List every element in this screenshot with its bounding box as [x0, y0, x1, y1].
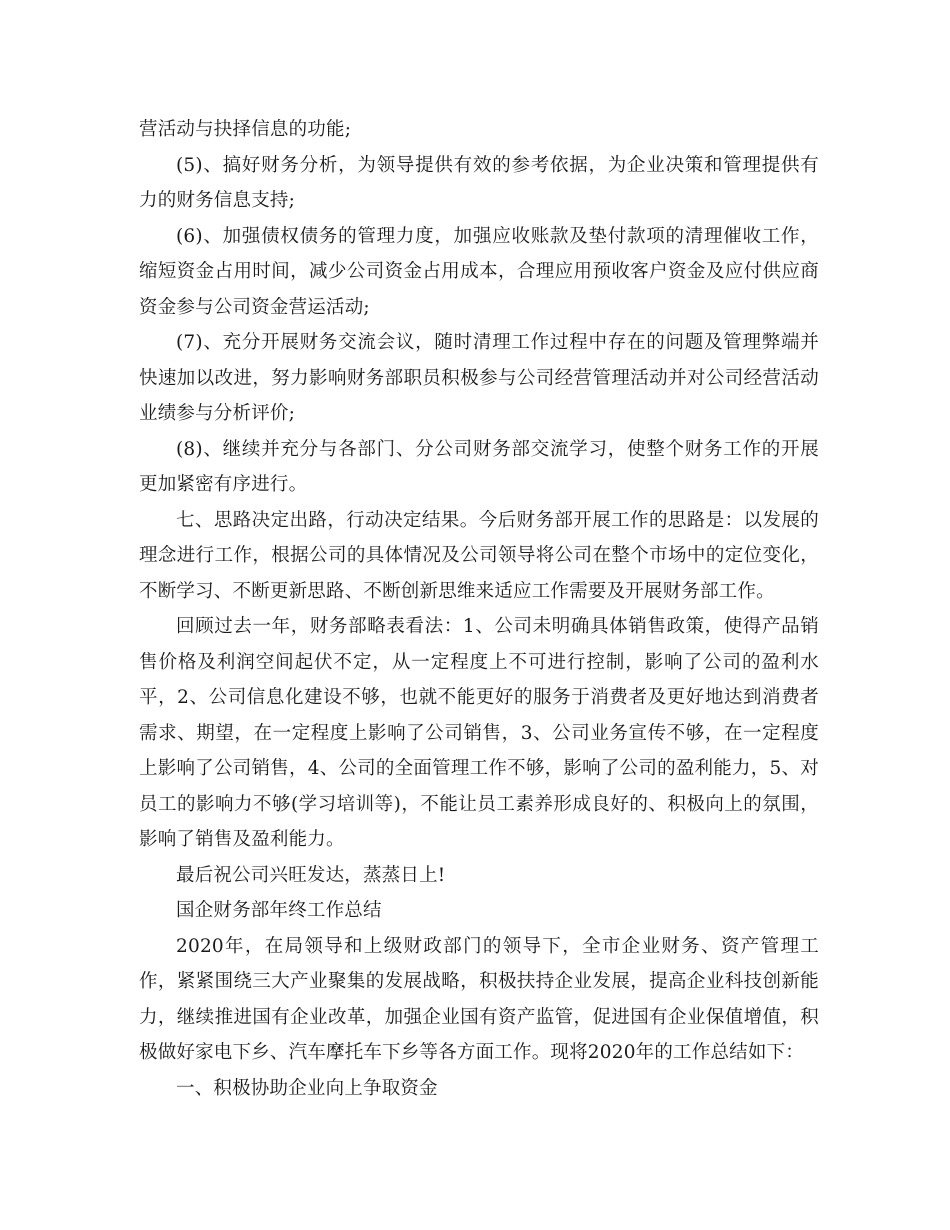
- paragraph-item-8: (8)、继续并充分与各部门、分公司财务部交流学习，使整个财务工作的开展更加紧密有序进行。: [139, 438, 819, 495]
- section-title: 国企财务部年终工作总结: [176, 900, 382, 921]
- paragraph-2020-summary: 2020年，在局领导和上级财政部门的领导下，全市企业财务、资产管理工作，紧紧围绕三大产业聚集的发展战略，积极扶持企业发展，提高企业科技创新能力，继续推进国有企业改革，加强企业国有资产监管，促进国有企业保值增值，积极做好家电下乡、汽车摩托车下乡等各方面工作。现将2020年的工作总结如下：: [139, 935, 819, 1063]
- paragraph-review: 回顾过去一年，财务部略表看法：1、公司未明确具体销售政策，使得产品销售价格及利润空间起伏不定，从一定程度上不可进行控制，影响了公司的盈利水平，2、公司信息化建设不够，也就不能更好的服务于消费者及更好地达到消费者需求、期望，在一定程度上影响了公司销售，3、公司业务宣传不够，在一定程度上影响了公司销售，4、公司的全面管理工作不够，影响了公司的盈利能力，5、对员工的影响力不够(学习培训等)，不能让员工素养形成良好的、积极向上的氛围，影响了销售及盈利能力。: [139, 616, 819, 850]
- document-body: [139, 112, 819, 1106]
- paragraph-item-5: (5)、搞好财务分析，为领导提供有效的参考依据，为企业决策和管理提供有力的财务信息支持;: [139, 154, 819, 211]
- paragraph-item-7: (7)、充分开展财务交流会议，随时清理工作过程中存在的问题及管理弊端并快速加以改进，努力影响财务部职员积极参与公司经营管理活动并对公司经营活动业绩参与分析评价;: [139, 332, 819, 424]
- paragraph-item-6: (6)、加强债权债务的管理力度，加强应收账款及垫付款项的清理催收工作，缩短资金占用时间，减少公司资金占用成本，合理应用预收客户资金及应付供应商资金参与公司资金营运活动;: [139, 225, 819, 318]
- paragraph-closing-wish: 最后祝公司兴旺发达，蒸蒸日上!: [176, 864, 446, 886]
- paragraph-continuation: 营活动与抉择信息的功能;: [139, 119, 352, 140]
- section-heading-one: 一、积极协助企业向上争取资金: [176, 1077, 438, 1099]
- paragraph-section-seven: 七、思路决定出路，行动决定结果。今后财务部开展工作的思路是：以发展的理念进行工作，根据公司的具体情况及公司领导将公司在整个市场中的定位变化，不断学习、不断更新思路、不断创新思维来适应工作需要及开展财务部工作。: [139, 509, 819, 602]
